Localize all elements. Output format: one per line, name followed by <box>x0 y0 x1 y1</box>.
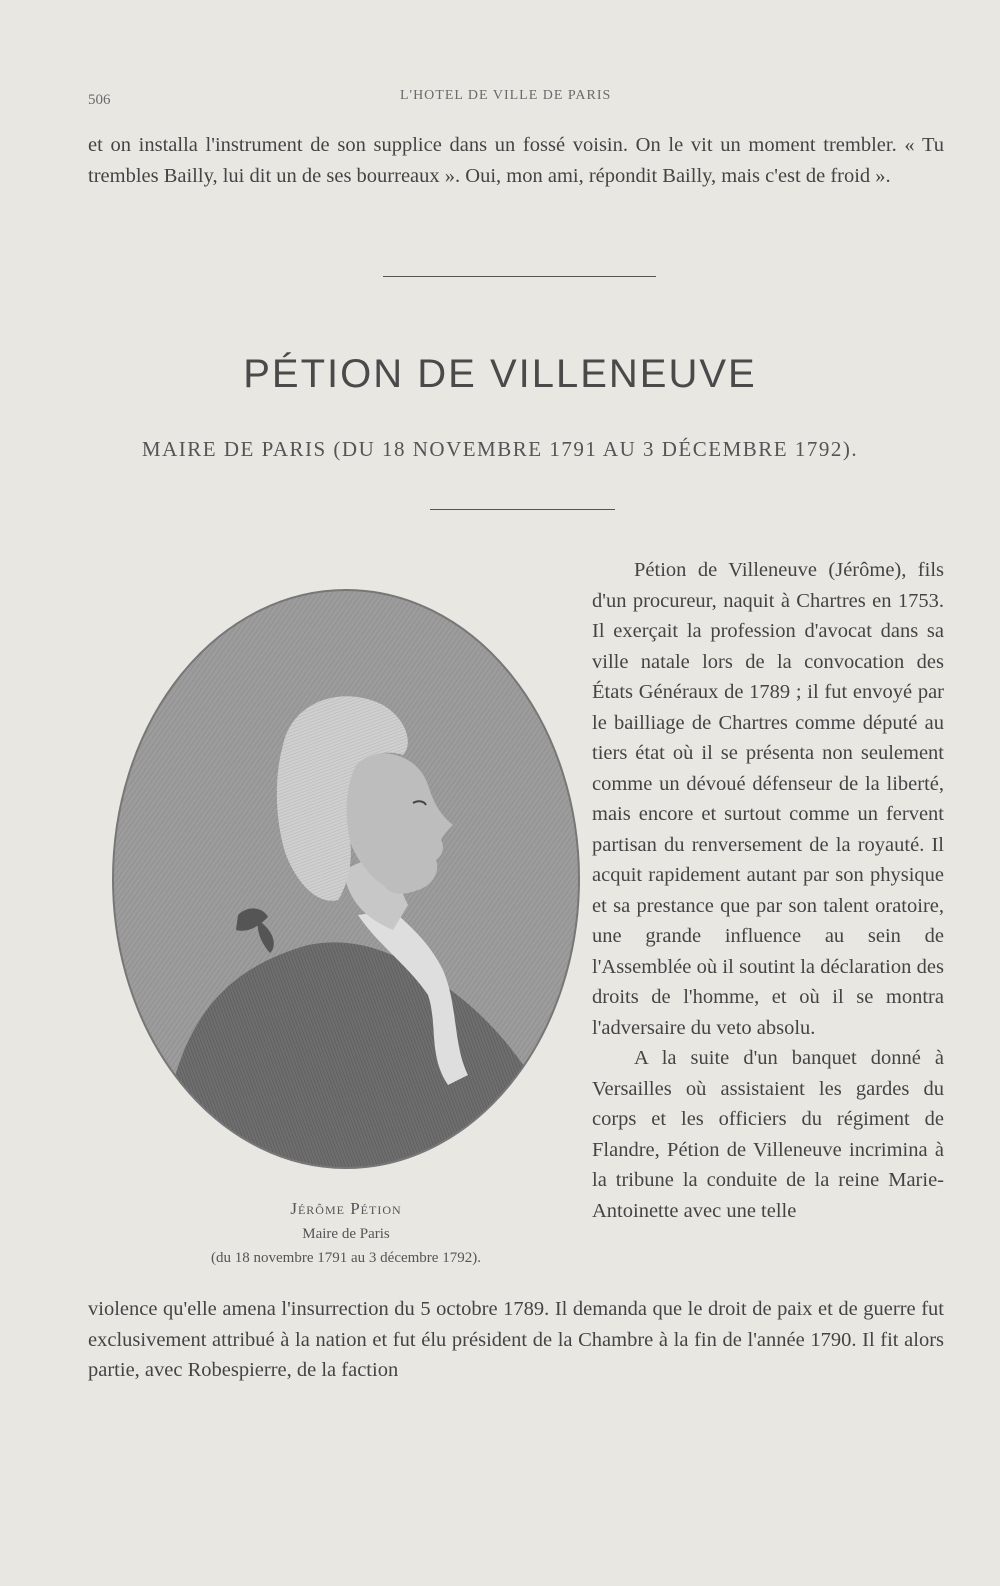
body-paragraph-1: Pétion de Villeneuve (Jérôme), fils d'un procureur, naquit à Chartres en 1753. Il exerçait la profession d'avocat dans sa ville natale lors de la convocation des États Généraux de 1789 ; il fut envoyé par le bailliage de Chartres comme député au tiers état où il se présenta non seulement comme un dévoué défenseur de la liberté, mais encore et surtout comme un fervent partisan du renversement de la royauté. Il acquit rapidement autant par son physique et sa prestance que par son talent oratoire, une grande influence au sein de l'Assemblée où il soutint la déclaration des droits de l'homme, et où il se montra l'adversaire du veto absolu. <box>592 559 944 1039</box>
body-paragraph-2: A la suite d'un banquet donné à Versailles où assistaient les gardes du corps et les officiers du régiment de Flandre, Pétion de Villeneuve incrimina à la tribune la conduite de la reine Marie-Antoinette avec une telle <box>592 1047 944 1222</box>
body-column <box>592 555 944 1226</box>
portrait-caption-name: Jérôme Pétion <box>290 1199 402 1218</box>
chapter-title: PÉTION DE VILLENEUVE <box>243 352 757 396</box>
portrait-caption-role: Maire de Paris <box>302 1226 390 1242</box>
body-paragraph-2-continued: violence qu'elle amena l'insurrection du 5 octobre 1789. Il demanda que le droit de paix et de guerre fut exclusivement attribué à la nation et fut élu président de la Chambre à la fin de l'année 1790. Il fit alors partie, avec Robespierre, de la faction <box>88 1298 944 1381</box>
section-rule-bottom <box>430 509 615 510</box>
section-rule-top <box>383 276 656 277</box>
page-number: 506 <box>88 92 111 108</box>
portrait-engraving <box>108 585 584 1173</box>
chapter-subtitle: MAIRE DE PARIS (DU 18 NOVEMBRE 1791 AU 3 DÉCEMBRE 1792). <box>141 437 859 461</box>
opening-paragraph: et on installa l'instrument de son supplice dans un fossé voisin. On le vit un moment trembler. « Tu trembles Bailly, lui dit un de ses bourreaux ». Oui, mon ami, répondit Bailly, mais c'est de froid ». <box>88 134 944 187</box>
portrait-caption-dates: (du 18 novembre 1791 au 3 décembre 1792). <box>211 1250 481 1266</box>
running-head: L'HOTEL DE VILLE DE PARIS <box>400 88 612 103</box>
